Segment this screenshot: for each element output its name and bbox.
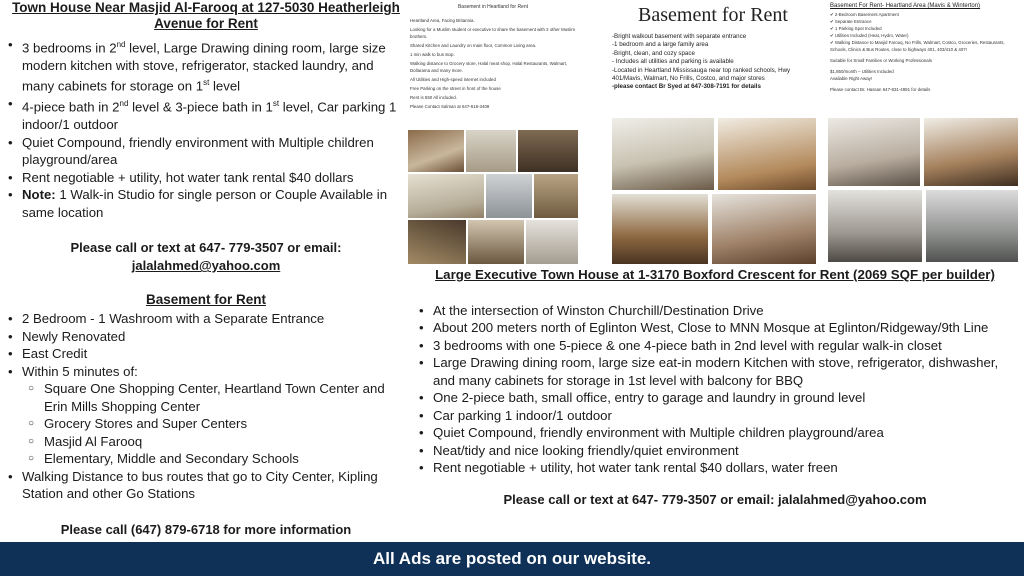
photo-counter [408, 220, 466, 264]
left-listing [6, 0, 406, 540]
list-item: • Quiet Compound, friendly environment with Multiple children playground/area [417, 424, 1015, 442]
photo-hallway [466, 130, 516, 172]
basement-features [6, 310, 406, 503]
right-listing [415, 266, 1015, 509]
photo-open-space [828, 190, 922, 262]
poster-title: Basement in Heartland for Rent [457, 4, 529, 10]
photo-bathroom [926, 190, 1018, 262]
list-item: • One 2-piece bath, small office, entry to garage and laundry in ground level [417, 389, 1015, 407]
executive-townhouse-title: Large Executive Town House at 1-3170 Boxford Crescent for Rent (2069 SQF per builder) [435, 267, 995, 282]
photo-basement [712, 194, 816, 264]
photo-kitchen [408, 130, 464, 172]
photo-stairs [468, 220, 524, 264]
photo-living-area [828, 118, 920, 186]
photo-bath [486, 174, 532, 218]
photo-dining [718, 118, 816, 190]
list-item: • Quiet Compound, friendly environment with Multiple children playground/area [6, 134, 406, 169]
poster-heartland-basement [408, 0, 578, 265]
poster-walkout-basement [608, 0, 818, 265]
list-item: • 4-piece bath in 2nd level & 3-piece bath in 1st level, Car parking 1 indoor/1 outdoor [6, 95, 406, 133]
list-item: ○ Grocery Stores and Super Centers [28, 415, 406, 433]
list-item: • Walking Distance to bus routes that go to City Center, Kipling Station and other Go Stations [6, 468, 406, 503]
townhouse-features [6, 36, 406, 221]
contact-line: Please call or text at 647- 779-3507 or email: [70, 240, 342, 256]
executive-contact: Please call or text at 647- 779-3507 or email: jalalahmed@yahoo.com [503, 491, 927, 507]
list-item: ○ Elementary, Middle and Secondary Schools [28, 450, 406, 468]
executive-townhouse-features [415, 302, 1015, 477]
list-item: • At the intersection of Winston Churchill/Destination Drive [417, 302, 1015, 320]
email-link[interactable]: jalalahmed@yahoo.com [131, 258, 281, 274]
list-item: • Note: 1 Walk-in Studio for single person or Couple Available in same location [6, 186, 406, 221]
list-item: • East Credit [6, 345, 406, 363]
townhouse-contact [6, 239, 406, 275]
townhouse-title: Town House Near Masjid Al-Farooq at 127-5030 Heatherleigh Avenue for Rent [12, 0, 400, 31]
photo-bedroom [612, 194, 708, 264]
photo-living [408, 174, 484, 218]
photo-room [518, 130, 578, 172]
poster-title: Basement for Rent [638, 4, 788, 26]
footer-banner[interactable]: All Ads are posted on our website. [0, 542, 1024, 576]
list-item: • Newly Renovated [6, 328, 406, 346]
list-item: • Within 5 minutes of: ○ Square One Shopping Center, Heartland Town Center and Erin Mills Shopping Center ○ Grocery Stores and Super Centers ○ Masjid Al Farooq ○ Elementary, Middle and Secondary Schools [6, 363, 406, 468]
list-item: • About 200 meters north of Eglinton West, Close to MNN Mosque at Eglinton/Ridgeway/9th Line [417, 319, 1015, 337]
basement-contact: Please call (647) 879-6718 for more information [60, 521, 352, 537]
list-item: ○ Square One Shopping Center, Heartland Town Center and Erin Mills Shopping Center [28, 380, 406, 415]
list-item: • Rent negotiable + utility, hot water tank rental $40 dollars, water freen [417, 459, 1015, 477]
nearby-list [28, 380, 406, 468]
ad-posters [408, 0, 1020, 265]
poster-title: Basement For Rent- Heartland Area (Mavis & Winterton) [830, 3, 981, 9]
list-item: • Neat/tidy and nice looking friendly/quiet environment [417, 442, 1015, 460]
basement-title: Basement for Rent [145, 292, 267, 308]
list-item: • Rent negotiable + utility, hot water tank rental $40 dollars [6, 169, 406, 187]
poster-text: -Bright walkout basement with separate entrance -1 bedroom and a large family area -Bright, clean, and cozy space - Includes all utilities and parking is available -Located in Heartland Mississauga near top ranked schools, Hwy 401/Mavis, Walmart, No Frills, Costco, and major stores -please contact Br Syed at 647-308-7191 for details [612, 33, 791, 91]
list-item: • Car parking 1 indoor/1 outdoor [417, 407, 1015, 425]
photo-floor [534, 174, 578, 218]
poster-text: Heartland Area, Facing Britannia. Looking for a Muslim student or executive to share the basement with 2 other Muslim brothers. Shared Kitchen and Laundry on main floor, Common Living area. 1 min walk to bus stop. Walking distance to Grocery store, Halal meat shop, Halal Restaurants, Walmart, Dollarama and many more. All Utilities and High-speed internet included Free Parking on the street in front of the house Rent is 550 All included. Please Contact Salman at 647-618-3408 [410, 18, 575, 109]
list-item: • 3 bedrooms in 2nd level, Large Drawing dining room, large size modern kitchen with stove, refrigerator, stacked laundry, and many cabinets for storage on 1st level [6, 36, 406, 95]
list-item: • 3 bedrooms with one 5-piece & one 4-piece bath in 2nd level with regular walk-in closet [417, 337, 1015, 355]
photo-kitchen-area [924, 118, 1018, 186]
poster-checklist: ✔ 2-Bedroom Basement Apartment ✔ Separate Entrance ✔ 1 Parking Spot Included ✔ Utilities Included (Heat, Hydro, Water) ✔ Walking Distance to Masjid Farooq, No Frills, Walmart, Costco, Groceries, Restaurants, Schools, Clinics & Bus Routes, close to highways 401, 403/410 & 407! Suitable for Small Families or Working Professionals $1,850/month – Utilities Included Available Right Away! Please contact Br. Hassan 647-831-4991 for details [830, 12, 1005, 92]
list-item: • Large Drawing dining room, large size eat-in modern Kitchen with stove, refrigerator, dishwasher, and many cabinets for storage in 1st level with balcony for BBQ [417, 354, 1015, 389]
list-item: • 2 Bedroom - 1 Washroom with a Separate Entrance [6, 310, 406, 328]
list-item: ○ Masjid Al Farooq [28, 433, 406, 451]
poster-heartland-2bed [824, 0, 1020, 265]
photo-door [526, 220, 578, 264]
photo-living-room [612, 118, 714, 190]
